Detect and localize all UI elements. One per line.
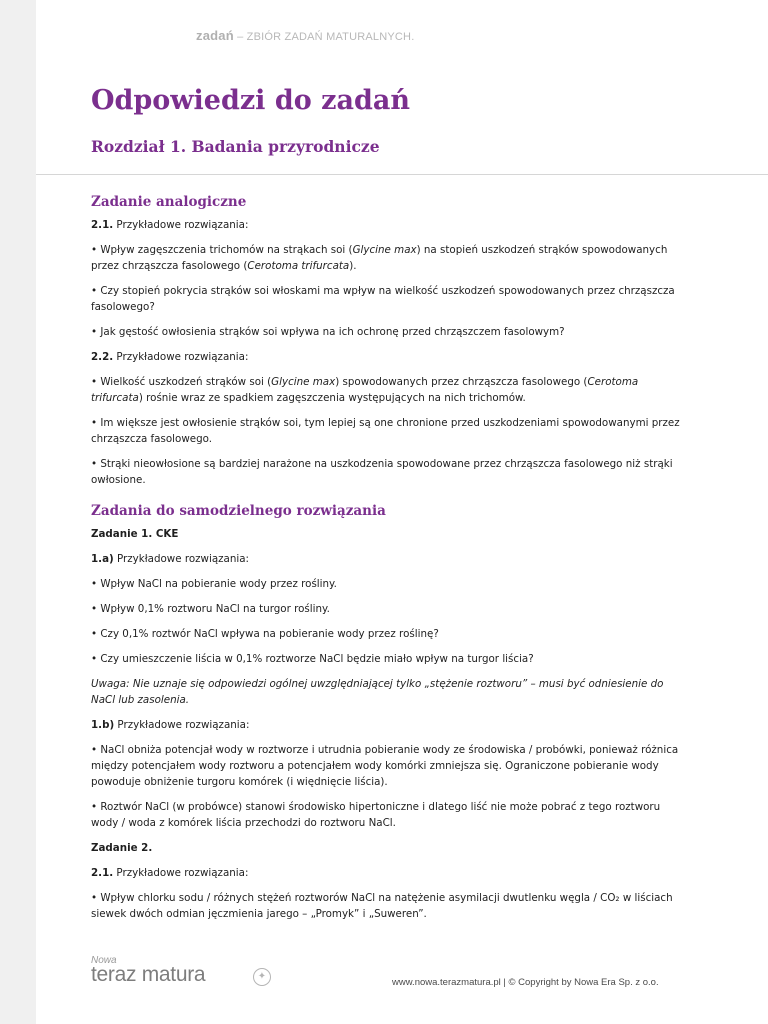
question-number: 2.1. (91, 219, 114, 231)
question-2-2-label (91, 349, 681, 365)
answer-item: • Czy 0,1% roztwór NaCl wpływa na pobieranie wody przez roślinę? (91, 628, 439, 640)
chapter-title: Rozdział 1. Badania przyrodnicze (91, 137, 380, 156)
question-label: Przykładowe rozwiązania: (114, 719, 250, 731)
running-header (196, 28, 414, 43)
grading-note: Uwaga: Nie uznaje się odpowiedzi ogólnej uwzględniającej tylko „stężenie roztworu” – musi być odniesienie do NaCl lub zasolenia. (91, 678, 664, 706)
question-number: 1.b) (91, 719, 115, 731)
question-number: 1.a) (91, 553, 114, 565)
question-label: Przykładowe rozwiązania: (113, 867, 249, 879)
answer-item: • Im większe jest owłosienie strąków soi, tym lepiej są one chronione przed uszkodzeniami spowodowanymi przez chrząszcza fasolowego. (91, 417, 680, 445)
answer-item: • Wielkość uszkodzeń strąków soi (Glycine max) spowodowanych przez chrząszcza fasolowego (Cerotoma trifurcata) rośnie wraz ze spadkiem zagęszczenia występujących na nich trichomów. (91, 376, 639, 404)
answer-item: • Wpływ chlorku sodu / różnych stężeń roztworów NaCl na natężenie asymilacji dwutlenku węgla / CO₂ w liściach siewek dwóch odmian jęczmienia jarego – „Promyk” i „Suweren”. (91, 892, 673, 920)
task-2-heading: Zadanie 2. (91, 842, 153, 854)
document-page (36, 0, 768, 1024)
publisher-logo (91, 955, 281, 995)
lightbulb-icon: ✦ (253, 968, 271, 986)
section-heading-analogous: Zadanie analogiczne (91, 194, 247, 210)
question-2-1-label (91, 217, 681, 233)
logo-main-text: teraz matura (91, 963, 206, 986)
question-1a-label (91, 551, 681, 567)
question-number: 2.1. (91, 867, 114, 879)
question-label: Przykładowe rozwiązania: (113, 553, 250, 565)
answer-item: • Wpływ 0,1% roztworu NaCl na turgor rośliny. (91, 603, 330, 615)
question-label: Przykładowe rozwiązania: (113, 219, 249, 231)
footer-copyright: www.nowa.terazmatura.pl | © Copyright by Nowa Era Sp. z o.o. (392, 977, 659, 988)
task-1-heading: Zadanie 1. CKE (91, 528, 179, 540)
divider (36, 174, 768, 175)
answer-item: • Wpływ zagęszczenia trichomów na strąkach soi (Glycine max) na stopień uszkodzeń strąków spowodowanych przez chrząszcza fasolowego (Cerotoma trifurcata). (91, 244, 668, 272)
answer-item: • Strąki nieowłosione są bardziej narażone na uszkodzenia spowodowane przez chrząszcza fasolowego niż strąki owłosione. (91, 458, 673, 486)
answer-item: • Roztwór NaCl (w probówce) stanowi środowisko hipertoniczne i dlatego liść nie może pobrać z tego roztworu wody / woda z komórek liścia przechodzi do roztworu NaCl. (91, 801, 661, 829)
answer-item: • Czy umieszczenie liścia w 0,1% roztworze NaCl będzie miało wpływ na turgor liścia? (91, 653, 534, 665)
question-number: 2.2. (91, 351, 114, 363)
section-heading-self-study: Zadania do samodzielnego rozwiązania (91, 503, 386, 519)
answer-item: • Czy stopień pokrycia strąków soi włoskami ma wpływ na wielkość uszkodzeń spowodowanych przez chrząszcza fasolowego? (91, 285, 675, 313)
answer-item: • Jak gęstość owłosienia strąków soi wpływa na ich ochronę przed chrząszczem fasolowym? (91, 326, 565, 338)
content-body (91, 193, 681, 931)
question-2-1-label (91, 865, 681, 881)
header-brand: zadań (196, 28, 234, 43)
page-margin-bar (0, 0, 36, 1024)
page-title: Odpowiedzi do zadań (91, 85, 410, 116)
logo-small-text: Nowa (91, 955, 117, 966)
answer-item: • Wpływ NaCl na pobieranie wody przez rośliny. (91, 578, 337, 590)
question-1b-label (91, 717, 681, 733)
question-label: Przykładowe rozwiązania: (113, 351, 249, 363)
header-subtitle: – ZBIÓR ZADAŃ MATURALNYCH. (233, 31, 415, 43)
answer-item: • NaCl obniża potencjał wody w roztworze i utrudnia pobieranie wody ze środowiska / probówki, ponieważ różnica między potencjałem wody roztworu a potencjałem wody komórki zmniejsza się. Ograniczone pobieranie wody powoduje obniżenie turgoru komórek (i więdnięcie liścia). (91, 744, 679, 788)
